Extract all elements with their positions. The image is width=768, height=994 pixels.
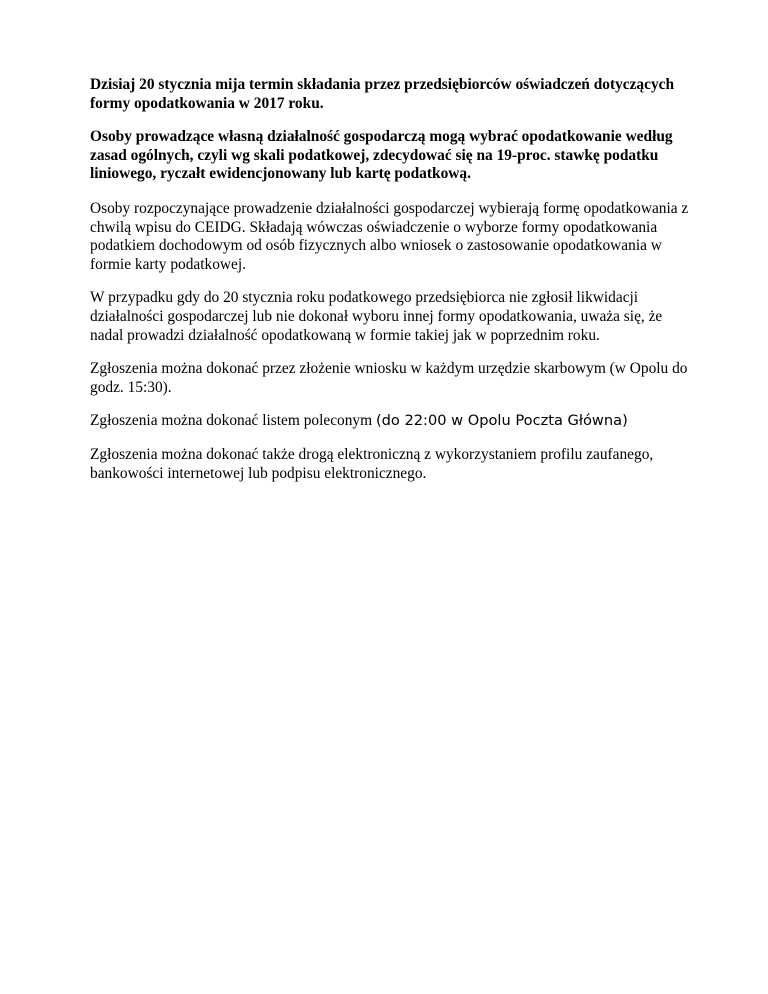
heading-paragraph: Dzisiaj 20 stycznia mija termin składania przez przedsiębiorców oświadczeń dotyczących formy opodatkowania w 2017 roku. xyxy=(90,76,675,112)
paragraph-default-rule: W przypadku gdy do 20 stycznia roku podatkowego przedsiębiorca nie zgłosił likwidacji działalności gospodarczej lub nie dokonał wyboru innej formy opodatkowania, uważa się, że nadal prowadzi działalność opodatkowaną w formie takiej jak w poprzednim roku. xyxy=(90,289,663,344)
registered-mail-hours: (do 22:00 w Opolu Poczta Główna) xyxy=(375,412,628,430)
paragraph-new-business: Osoby rozpoczynające prowadzenie działalności gospodarczej wybierają formę opodatkowania z chwilą wpisu do CEIDG. Składają wówczas oświadczenie o wyborze formy opodatkowania podatkiem dochodowym od osób fizycznych albo wniosek o zastosowanie opodatkowania w formie karty podatkowej. xyxy=(90,199,689,273)
paragraph-electronic: Zgłoszenia można dokonać także drogą elektroniczną z wykorzystaniem profilu zaufanego, bankowości internetowej lub podpisu elektronicznego. xyxy=(90,445,654,482)
document-body xyxy=(90,76,690,498)
bold-intro-paragraph: Osoby prowadzące własną działalność gospodarczą mogą wybrać opodatkowanie według zasad ogólnych, czyli wg skali podatkowej, zdecydować się na 19-proc. stawkę podatku liniowego, ryczałt ewidencjonowany lub kartę podatkową. xyxy=(90,128,673,183)
registered-mail-text: Zgłoszenia można dokonać listem poleconym xyxy=(90,412,376,430)
paragraph-registered-mail xyxy=(90,412,690,431)
paragraph-tax-office: Zgłoszenia można dokonać przez złożenie wniosku w każdym urzędzie skarbowym (w Opolu do godz. 15:30). xyxy=(90,360,688,396)
